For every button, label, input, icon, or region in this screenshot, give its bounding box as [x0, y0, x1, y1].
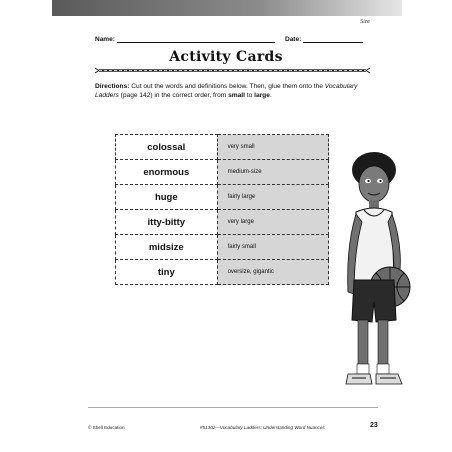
- definition-card: oversize, gigantic: [217, 260, 328, 285]
- header-band: [52, 0, 402, 16]
- footer-publisher: © Shell Education: [88, 425, 125, 430]
- basketball-player-illustration: [334, 152, 412, 400]
- name-label: Name:: [95, 36, 115, 43]
- date-line: [285, 35, 363, 43]
- card-row: [116, 210, 329, 235]
- date-label: Date:: [285, 36, 302, 43]
- word-card: huge: [116, 185, 218, 210]
- footer-book-title: #51302—Vocabulary Ladders: Understanding Word Nuances: [200, 425, 325, 430]
- date-blank: [303, 35, 363, 43]
- definition-card: medium-size: [217, 160, 328, 185]
- name-blank: [117, 35, 275, 43]
- section-label: Size: [360, 19, 370, 25]
- activity-cards-table: [115, 134, 329, 285]
- card-row: [116, 135, 329, 160]
- card-row: [116, 260, 329, 285]
- definition-card: very large: [217, 210, 328, 235]
- word-card: enormous: [116, 160, 218, 185]
- card-row: [116, 185, 329, 210]
- name-line: [95, 35, 275, 43]
- card-row: [116, 160, 329, 185]
- word-card: midsize: [116, 235, 218, 260]
- page-number: 23: [370, 422, 378, 429]
- word-card: itty-bitty: [116, 210, 218, 235]
- definition-card: fairly small: [217, 235, 328, 260]
- footer-divider: [88, 407, 378, 408]
- directions-text: Directions: Cut out the words and definitions below. Then, glue them onto the Vocabulary Ladders (page 142) in the correct order, from small to large.: [95, 83, 358, 99]
- card-row: [116, 235, 329, 260]
- word-card: colossal: [116, 135, 218, 160]
- word-card: tiny: [116, 260, 218, 285]
- definition-card: fairly large: [217, 185, 328, 210]
- rope-divider: [95, 67, 370, 74]
- definition-card: very small: [217, 135, 328, 160]
- page-title: Activity Cards: [169, 49, 283, 65]
